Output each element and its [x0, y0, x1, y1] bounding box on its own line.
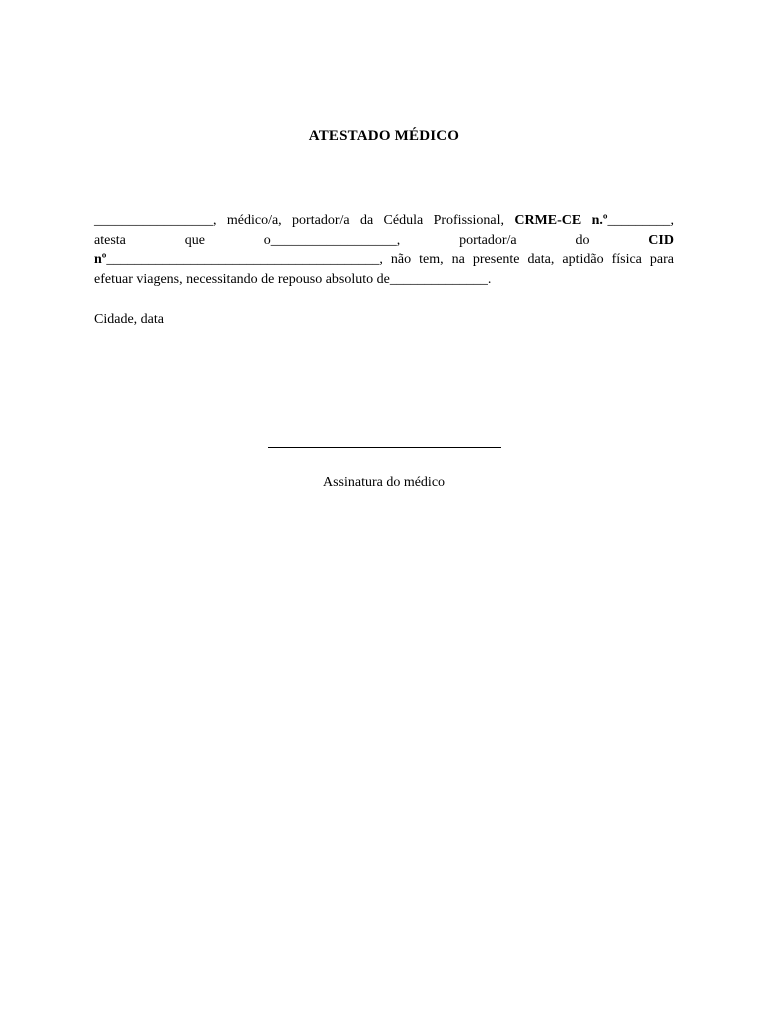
cid-number-label: nº [94, 252, 107, 267]
crm-number-blank: _________ [607, 213, 671, 228]
patient-name-blank: o__________________, [263, 232, 401, 248]
word-que: que [184, 232, 205, 248]
paragraph-line-4 [94, 270, 674, 290]
cid-label: CID [648, 232, 674, 248]
line1-end-comma: , [670, 213, 674, 228]
rest-text: efetuar viagens, necessitando de repouso absoluto de [94, 271, 390, 287]
crm-label: CRME-CE n.º [514, 213, 608, 228]
signature-line [268, 447, 501, 448]
signature-label: Assinatura do médico [322, 475, 446, 490]
doctor-role-text: , médico/a, portador/a da Cédula Profissional, [213, 213, 515, 228]
doctor-name-blank: _________________ [94, 213, 213, 228]
fitness-text: , não tem, na presente data, aptidão física para [379, 252, 674, 267]
paragraph-line-1 [94, 211, 674, 231]
word-do: do [575, 232, 590, 248]
paragraph-line-2 [94, 231, 674, 251]
certificate-paragraph [94, 211, 674, 289]
word-atesta: atesta [94, 232, 126, 248]
document-title: ATESTADO MÉDICO [308, 128, 460, 144]
word-portador: portador/a [459, 232, 517, 248]
paragraph-line-3 [94, 250, 674, 270]
city-date: Cidade, data [94, 312, 164, 327]
cid-number-blank: _______________________________________ [106, 252, 380, 267]
rest-days-blank: ______________ [389, 271, 488, 287]
final-period: . [487, 271, 492, 287]
